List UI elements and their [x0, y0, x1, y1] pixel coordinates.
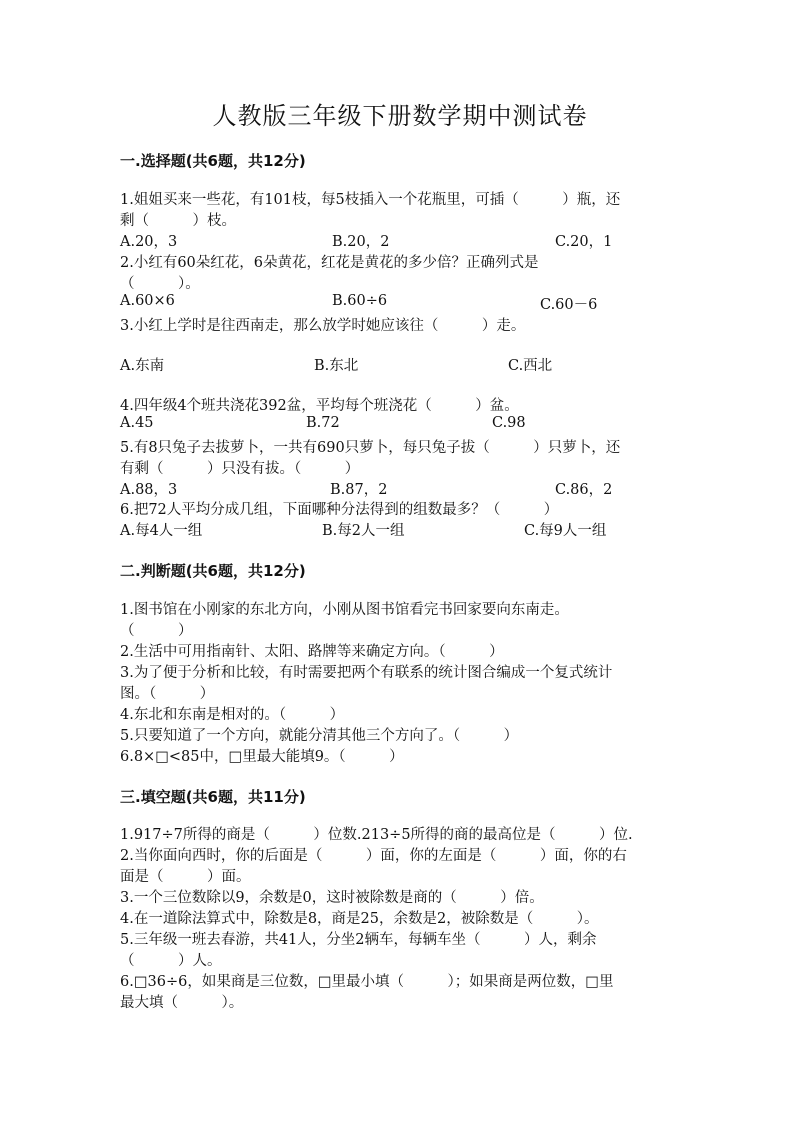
question-2-5: 5.只要知道了一个方向，就能分清其他三个方向了。（ ）: [120, 728, 519, 744]
option-c: C.60－6: [540, 297, 598, 313]
question-1-1-line1: 1.姐姐买来一些花，有101枝，每5枝插入一个花瓶里，可插（ ）瓶，还: [120, 192, 621, 208]
question-3-5-line1: 5.三年级一班去春游，共41人，分坐2辆车，每辆车坐（ ）人，剩余: [120, 932, 597, 948]
option-c: C.20，1: [555, 234, 613, 250]
question-3-2-line1: 2.当你面向西时，你的后面是（ ）面，你的左面是（ ）面，你的右: [120, 848, 627, 864]
option-c: C.每9人一组: [524, 523, 607, 539]
question-3-5-line2: （ ）人。: [120, 953, 222, 969]
question-1-6-line1: 6.把72人平均分成几组，下面哪种分法得到的组数最多？（ ）: [120, 502, 559, 518]
option-c: C.98: [492, 415, 526, 431]
question-2-1-line2: （ ）: [120, 623, 193, 639]
question-2-3-line1: 3.为了便于分析和比较，有时需要把两个有联系的统计图合编成一个复式统计: [120, 665, 613, 681]
section-heading-choice: 一.选择题(共6题，共12分): [120, 152, 306, 170]
option-a: A.88，3: [120, 482, 178, 498]
option-a: A.东南: [120, 358, 165, 374]
question-2-1-line1: 1.图书馆在小刚家的东北方向，小刚从图书馆看完书回家要向东南走。: [120, 602, 569, 618]
option-a: A.60×6: [120, 293, 175, 309]
question-1-3-line1: 3.小红上学时是往西南走，那么放学时她应该往（ ）走。: [120, 318, 526, 334]
question-1-2-line2: （ ）。: [120, 276, 200, 292]
option-c: C.西北: [508, 358, 553, 374]
question-1-1-line2: 剩（ ）枝。: [120, 213, 236, 229]
question-2-3-line2: 图。（ ）: [120, 686, 215, 702]
question-3-3: 3.一个三位数除以9，余数是0，这时被除数是商的（ ）倍。: [120, 890, 544, 906]
option-b: B.每2人一组: [322, 523, 405, 539]
option-c: C.86，2: [555, 482, 613, 498]
question-2-4: 4.东北和东南是相对的。（ ）: [120, 707, 345, 723]
page-title: 人教版三年级下册数学期中测试卷: [212, 102, 588, 130]
option-b: B.60÷6: [332, 293, 388, 309]
option-b: B.东北: [314, 358, 359, 374]
question-1-4-line1: 4.四年级4个班共浇花392盆，平均每个班浇花（ ）盆。: [120, 398, 519, 414]
option-a: A.每4人一组: [120, 523, 203, 539]
question-3-1: 1.917÷7所得的商是（ ）位数.213÷5所得的商的最高位是（ ）位.: [120, 827, 633, 843]
option-b: B.72: [306, 415, 340, 431]
question-1-5-line1: 5.有8只兔子去拔萝卜，一共有690只萝卜，每只兔子拔（ ）只萝卜，还: [120, 440, 621, 456]
section-heading-judgement: 二.判断题(共6题，共12分): [120, 562, 306, 580]
question-1-2-line1: 2.小红有60朵红花，6朵黄花，红花是黄花的多少倍？正确列式是: [120, 255, 539, 271]
question-1-5-line2: 有剩（ ）只没有拔。（ ）: [120, 461, 360, 477]
option-a: A.20，3: [120, 234, 178, 250]
option-b: B.20，2: [332, 234, 390, 250]
question-2-6: 6.8×□<85中，□里最大能填9。（ ）: [120, 749, 404, 765]
question-3-6-line2: 最大填（ ）。: [120, 995, 244, 1011]
question-2-2: 2.生活中可用指南针、太阳、路牌等来确定方向。（ ）: [120, 644, 504, 660]
option-b: B.87，2: [330, 482, 388, 498]
section-heading-fill-blank: 三.填空题(共6题，共11分): [120, 788, 306, 806]
question-3-4: 4.在一道除法算式中，除数是8，商是25，余数是2，被除数是（ ）。: [120, 911, 599, 927]
option-a: A.45: [120, 415, 154, 431]
question-3-6-line1: 6.□36÷6，如果商是三位数，□里最小填（ ）；如果商是两位数，□里: [120, 974, 614, 990]
question-3-2-line2: 面是（ ）面。: [120, 869, 251, 885]
